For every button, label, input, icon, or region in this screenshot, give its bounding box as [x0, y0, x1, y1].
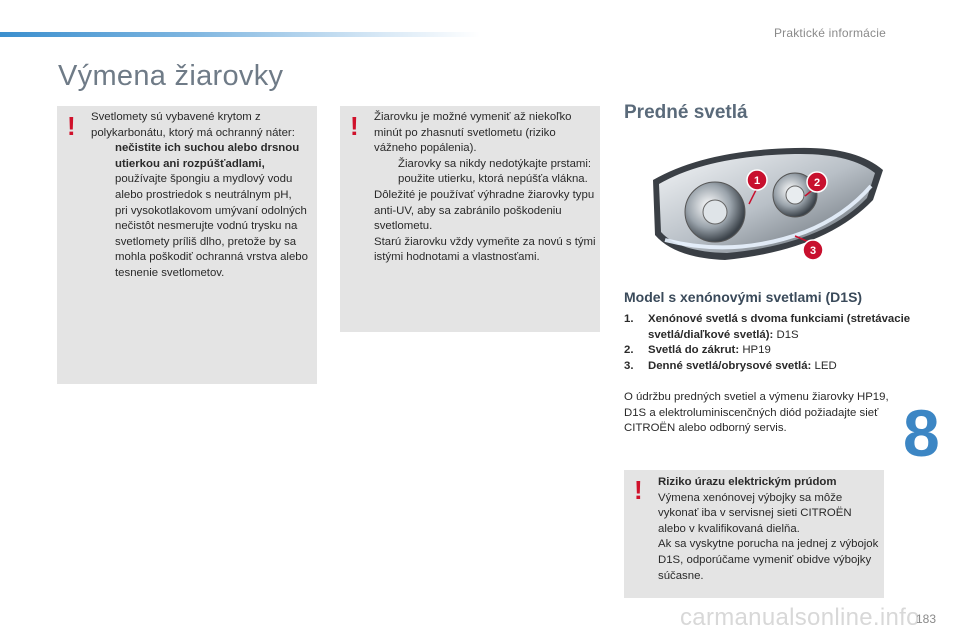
warning-box-electric-shock [624, 470, 884, 598]
warning-box-coating [57, 106, 317, 384]
replacement-note: Starú žiarovku vždy vymeňte za novú s tými istými hodnotami a vlastnosťami. [374, 235, 596, 264]
bullet-text: nečistite ich suchou alebo drsnou utierkou ani rozpúšťadlami, [115, 142, 300, 170]
anti-uv-note: Dôležité je používať výhradne žiarovky typu anti-UV, aby sa zabránilo poškodeniu svetlometu. [374, 188, 595, 233]
item-number: 1. [624, 313, 634, 325]
watermark: carmanualsonline.info [680, 604, 920, 631]
item-label: Denné svetlá/obrysové svetlá: [648, 359, 812, 372]
exclamation-icon: ! [67, 111, 76, 141]
maintenance-paragraph: O údržbu predných svetiel a výmenu žiarovky HP19, D1S a elektroluminiscenčných diód požiadajte sieť CITROËN alebo odborný servis. [624, 391, 889, 435]
warning-box-bulb-text [374, 110, 596, 266]
warning-box-coating-text [91, 110, 313, 282]
item-number: 3. [624, 359, 634, 372]
page-title: Výmena žiarovky [58, 60, 284, 92]
item-value: HP19 [742, 344, 771, 357]
exclamation-icon: ! [634, 475, 643, 505]
item-value: D1S [776, 328, 799, 341]
callout-3-label: 3 [809, 245, 817, 257]
callout-1-label: 1 [753, 175, 761, 187]
section-title: Predné svetlá [624, 102, 748, 123]
list-item [624, 312, 914, 343]
bullet-text: Žiarovky sa nikdy nedotýkajte prstami: použite utierku, ktorá nepúšťa vlákna. [398, 157, 592, 186]
header-section-title: Praktické informácie [773, 26, 886, 40]
item-value: LED [814, 359, 837, 372]
exclamation-icon: ! [350, 111, 359, 141]
coating-intro: Svetlomety sú vybavené krytom z polykarbonátu, ktorý má ochranný náter: [91, 111, 295, 139]
chapter-number: 8 [903, 396, 940, 470]
item-label: Svetlá do zákrut: [648, 344, 740, 357]
subsection-title: Model s xenónovými svetlami (D1S) [624, 289, 863, 305]
bullet-text: používajte špongiu a mydlový vodu alebo prostriedok s neutrálnym pH, [115, 173, 293, 201]
headlamp-image [645, 140, 890, 270]
bullet-text: pri vysokotlakovom umývaní odolných nečistôt nesmerujte vodnú trysku na svetlomety príliš dlho, pretože by sa mohla poškodiť ochranná vrstva alebo tesnenie svetlometov. [115, 204, 308, 279]
list-item [624, 343, 914, 359]
warning-box-electric-text [658, 475, 880, 584]
bulb-intro: Žiarovku je možné vymeniť až niekoľko minút po zhasnutí svetlometu (riziko vážneho popálenia). [374, 111, 572, 155]
item-label: Xenónové svetlá s dvoma funkciami (stretávacie svetlá/diaľkové svetlá): [648, 313, 911, 341]
list-item [91, 141, 313, 172]
item-number: 2. [624, 344, 634, 357]
electric-warning-title: Riziko úrazu elektrickým prúdom [658, 476, 837, 488]
callout-2-label: 2 [813, 177, 821, 189]
page-number: 183 [916, 612, 937, 626]
warning-box-bulb-handling [340, 106, 600, 332]
list-item [374, 157, 596, 188]
list-item [91, 172, 313, 203]
list-item [624, 359, 914, 375]
electric-warning-text-2: Ak sa vyskytne porucha na jednej z výbojok D1S, odporúčame vymeniť obidve výbojky súčasne. [658, 538, 879, 582]
header-accent-bar [0, 32, 480, 37]
electric-warning-text-1: Výmena xenónovej výbojky sa môže vykonať iba v servisnej sieti CITROËN alebo v kvalifikovaná dielňa. [658, 491, 852, 535]
list-item [91, 204, 313, 282]
bulb-list [624, 312, 914, 374]
